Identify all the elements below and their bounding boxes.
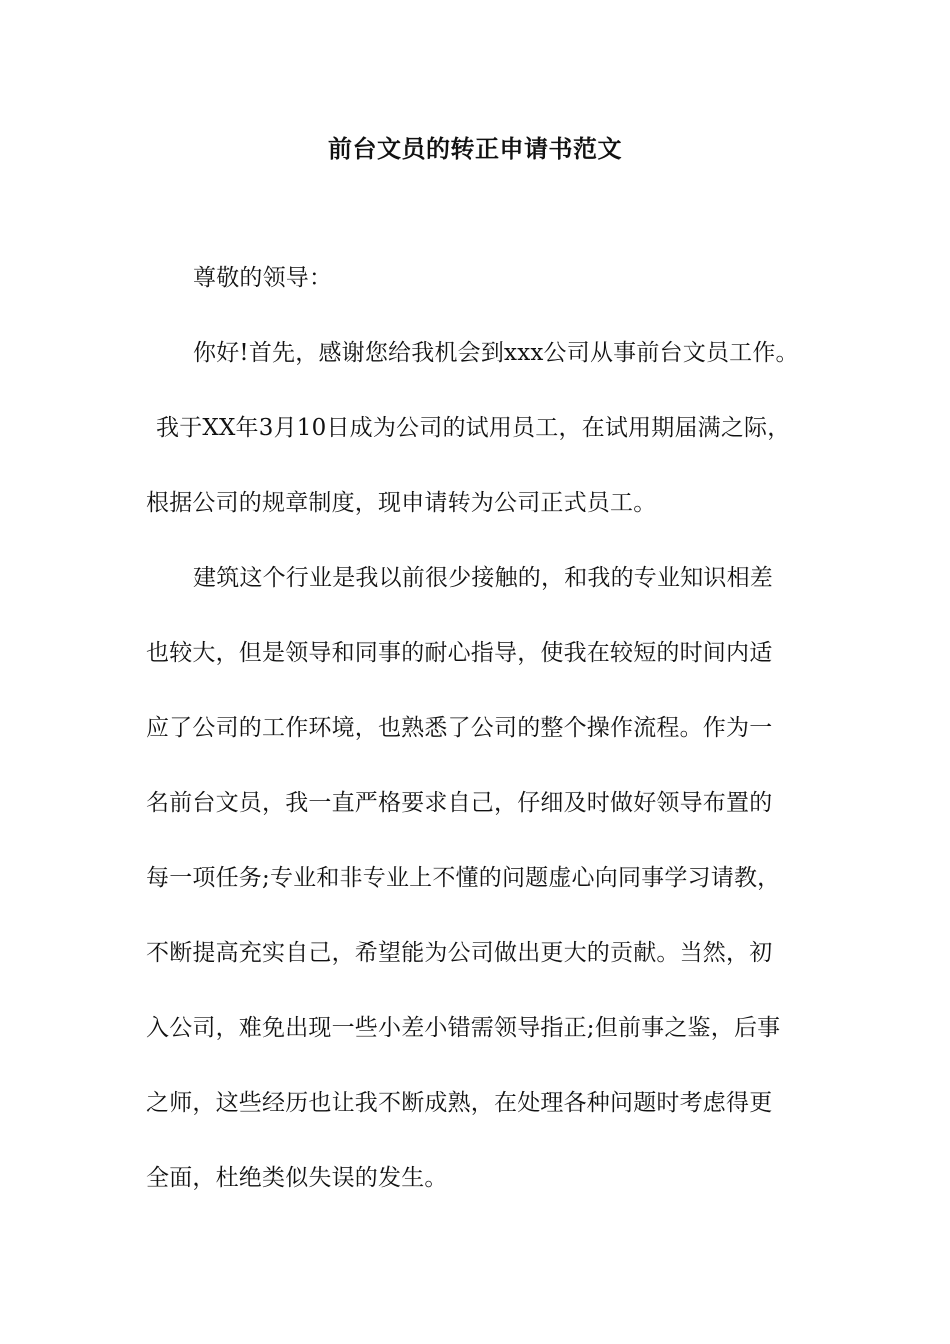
body-line: 根据公司的规章制度，现申请转为公司正式员工。 [146, 490, 657, 516]
body-line: 入公司，难免出现一些小差小错需领导指正;但前事之鉴，后事 [146, 1015, 781, 1041]
salutation-line: 尊敬的领导： [193, 265, 333, 291]
document-title: 前台文员的转正申请书范文 [328, 134, 622, 163]
body-line: 你好!首先，感谢您给我机会到xxx公司从事前台文员工作。 [193, 340, 799, 366]
body-line: 也较大，但是领导和同事的耐心指导，使我在较短的时间内适 [146, 640, 773, 666]
body-line: 之师，这些经历也让我不断成熟，在处理各种问题时考虑得更 [146, 1090, 773, 1116]
body-line: 不断提高充实自己，希望能为公司做出更大的贡献。当然，初 [146, 940, 773, 966]
body-line: 每一项任务;专业和非专业上不懂的问题虚心向同事学习请教， [146, 865, 781, 891]
body-line: 应了公司的工作环境，也熟悉了公司的整个操作流程。作为一 [146, 715, 773, 741]
body-line: 建筑这个行业是我以前很少接触的，和我的专业知识相差 [193, 565, 773, 591]
body-line: 名前台文员，我一直严格要求自己，仔细及时做好领导布置的 [146, 790, 773, 816]
body-line: 我于XX年3月10日成为公司的试用员工，在试用期届满之际， [156, 415, 791, 441]
body-line: 全面，杜绝类似失误的发生。 [146, 1165, 448, 1191]
